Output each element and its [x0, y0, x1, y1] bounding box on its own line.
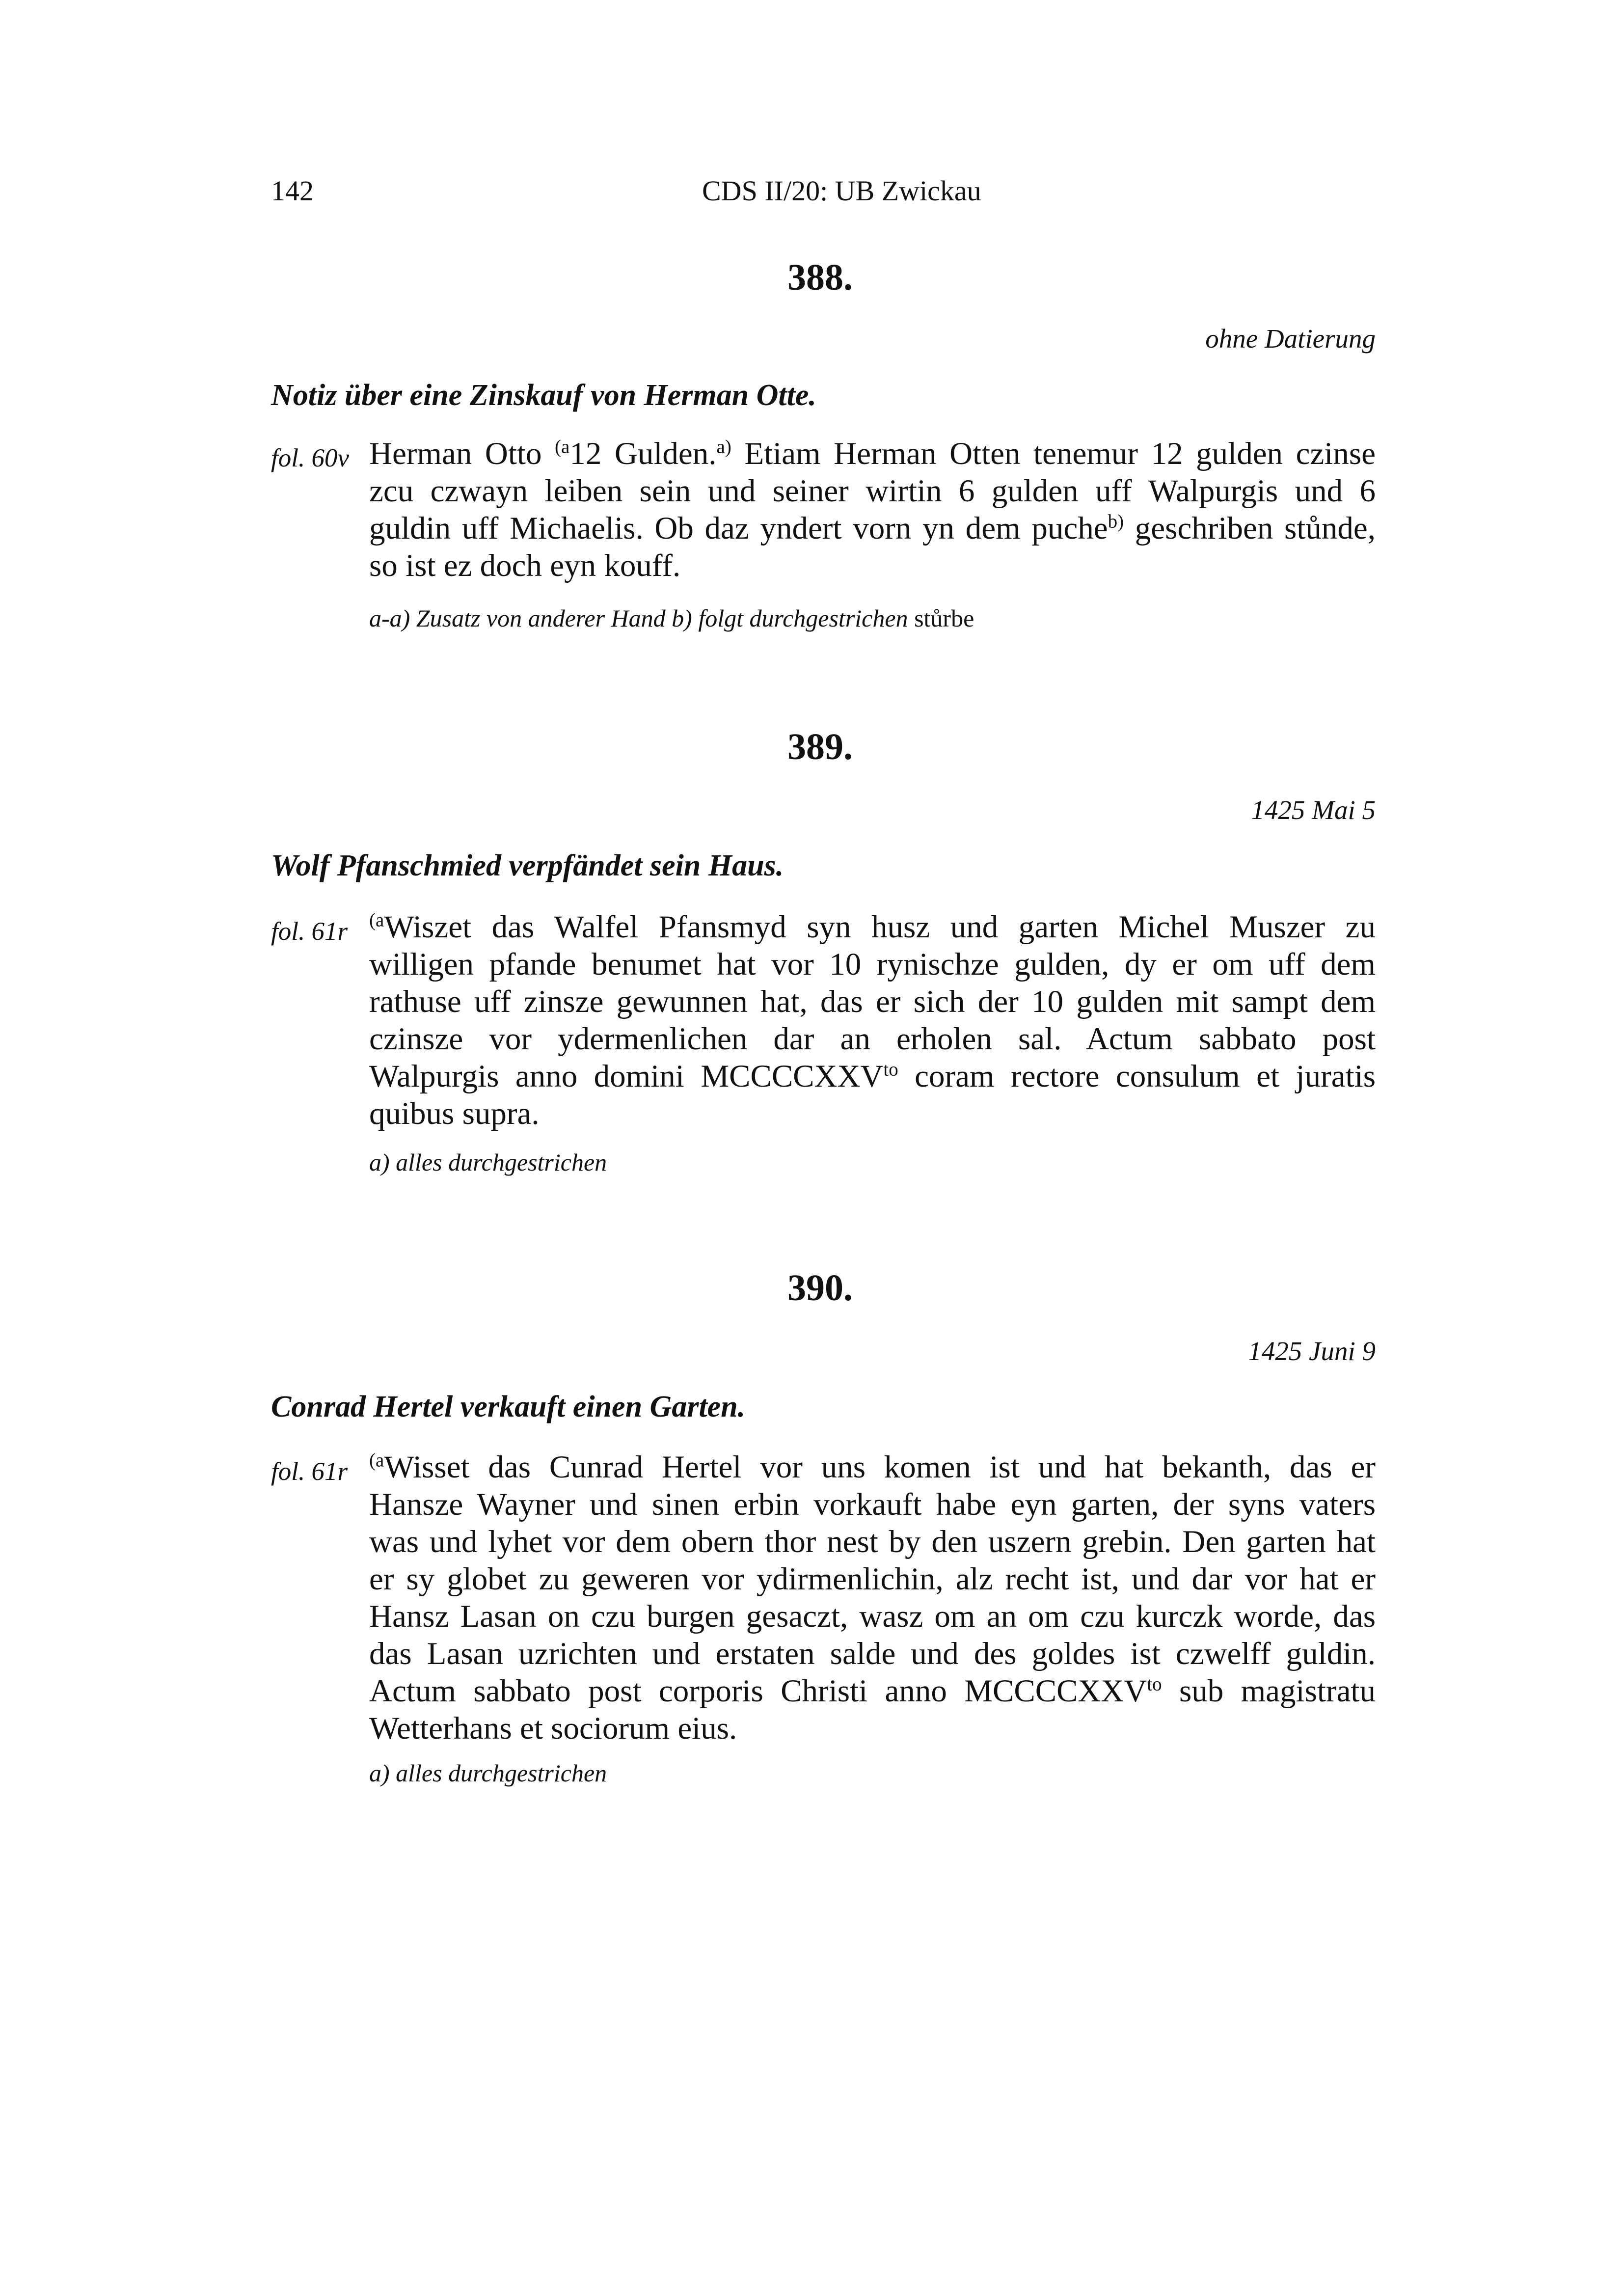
footnote: a) alles durchgestrichen	[369, 1759, 607, 1787]
footnote-marker: (a	[369, 1449, 384, 1471]
entry-text	[369, 908, 1376, 1132]
text-line: er sy globet zu geweren vor ydirmenlichin, alz recht ist, und dar vor hat er	[369, 1561, 1376, 1597]
entry-date: 1425 Mai 5	[1251, 795, 1376, 825]
footnote-marker: to	[1147, 1673, 1162, 1695]
text-line: Herman Otto $^{(a}$12 Gulden.$^{a)}$ Etiam Herman Otten tenemur 12 gulden czinse	[369, 436, 1376, 471]
text-line: Hansz Lasan on czu burgen gesaczt, wasz om an om czu kurczk worde, das	[369, 1599, 1376, 1634]
entry-date: ohne Datierung	[1205, 324, 1376, 354]
text-line: $^{(a}$Wisset das Cunrad Hertel vor uns komen ist und hat bekanth, das er	[369, 1449, 1376, 1485]
footnote-marker: (a	[555, 436, 570, 458]
text-line: Wetterhans et sociorum eius.	[369, 1711, 737, 1746]
folio-reference: fol. 61r	[271, 917, 348, 946]
text-line: was und lyhet vor dem obern thor nest by den uszern grebin. Den garten hat	[369, 1524, 1376, 1559]
text-line: Walpurgis anno domini $MCCCCXXV^{to}$ coram rectore consulum et juratis	[369, 1059, 1376, 1094]
text-line: quibus supra.	[369, 1096, 540, 1131]
footnote-marker: a)	[716, 436, 731, 458]
footnote: a-a) Zusatz von anderer Hand b) folgt durchgestrichen stůrbe	[369, 604, 974, 632]
entry-number: 389.	[787, 726, 853, 767]
entry-text	[369, 1449, 1376, 1747]
text-line: $^{(a}$Wiszet das Walfel Pfansmyd syn husz und garten Michel Muszer zu	[369, 909, 1376, 945]
page-header	[271, 174, 1376, 214]
entry-title: Notiz über eine Zinskauf von Herman Otte.	[271, 379, 816, 412]
footnote: a) alles durchgestrichen	[369, 1148, 607, 1176]
text-line: czinsze vor ydermenlichen dar an erholen sal. Actum sabbato post	[369, 1021, 1376, 1057]
entry-title: Conrad Hertel verkauft einen Garten.	[271, 1390, 746, 1423]
text-line: das Lasan uzrichten und erstaten salde und des goldes ist czwelff guldin.	[369, 1636, 1376, 1671]
entry-number: 390.	[787, 1267, 853, 1309]
text-line: so ist ez doch eyn kouff.	[369, 548, 681, 583]
folio-reference: fol. 61r	[271, 1457, 348, 1486]
running-title: CDS II/20: UB Zwickau	[702, 175, 981, 207]
footnote-marker: (a	[369, 909, 384, 931]
footnote-marker: b)	[1108, 511, 1124, 532]
text-line: rathuse uff zinsze gewunnen hat, das er sich der 10 gulden mit sampt dem	[369, 984, 1376, 1019]
entry-number: 388.	[787, 257, 853, 298]
page-number: 142	[271, 175, 314, 207]
entry-title: Wolf Pfanschmied verpfändet sein Haus.	[271, 849, 784, 882]
folio-reference: fol. 60v	[271, 444, 349, 472]
text-line: Actum sabbato post corporis Christi anno $MCCCCXXV^{to}$ sub magistratu	[369, 1673, 1376, 1709]
entry-date: 1425 Juni 9	[1248, 1336, 1376, 1366]
text-line: zcu czwayn leiben sein und seiner wirtin 6 gulden uff Walpurgis und 6	[369, 473, 1376, 509]
text-line: guldin uff Michaelis. Ob daz yndert vorn yn dem puche$^{b)}$ geschriben stůnde,	[369, 511, 1376, 546]
entry-text	[369, 435, 1376, 584]
text-line: Hansze Wayner und sinen erbin vorkauft habe eyn garten, der syns vaters	[369, 1487, 1376, 1522]
text-line: willigen pfande benumet hat vor 10 rynischze gulden, dy er om uff dem	[369, 947, 1376, 982]
footnote-marker: to	[883, 1059, 898, 1080]
